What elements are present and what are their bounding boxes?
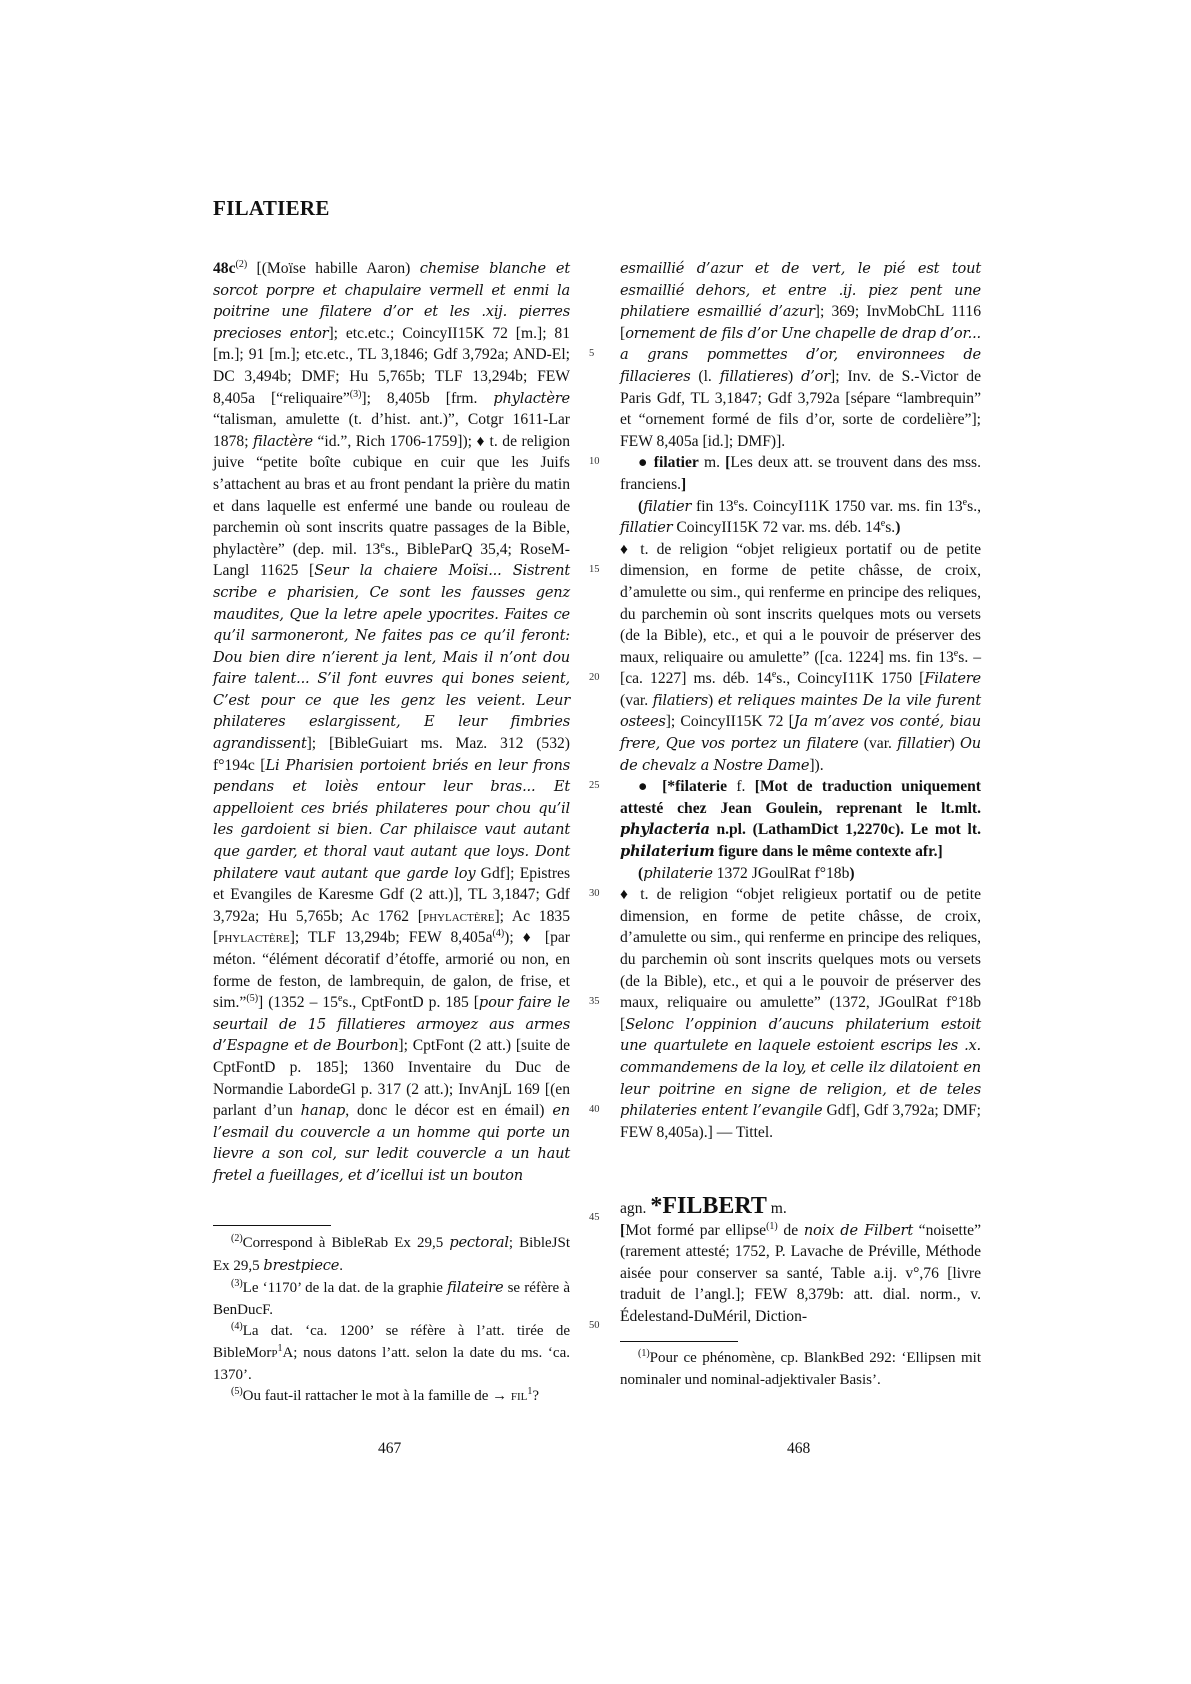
line-number: 15: [589, 564, 600, 575]
footnote: $^{(2)}$Correspond à BibleRab Ex 29,5 pectoral; BibleJSt Ex 29,5 brestpiece.: [213, 1233, 570, 1274]
footnote-ref: (5): [246, 993, 259, 1004]
footnote-ref: (1): [766, 1220, 778, 1232]
definition: ♦ t. de religion “objet religieux portatif ou de petite dimension, en forme de petite châsse, de croix, d’amulette ou sim., qui renferme en principe des reliques, du parchemin où sont inscrits quelques mots ou versets (de la Bible), etc., et qui a le pouvoir de préserver des maux, reliquaire ou amulette” ([ca. 1224] ms. fin 13es. – [ca. 1227] ms. déb. 14es., CoincyI11K 1750 [Filatere (var. filatiers) et reliques maintes De la vile furent ostees]; CoincyII15K 72 [Ja m’avez vos conté, biau frere, Que vos portez un filatere (var. fillatier) Ou de chevalz a Nostre Dame]).: [620, 540, 982, 774]
footnote-ref: (3): [349, 388, 362, 400]
footnote: $^{(1)}$Pour ce phénomène, cp. BlankBed 292: ‘Ellipsen mit nominaler und nominal-adjektivaler Basis’.: [620, 1348, 981, 1388]
line-number: 50: [589, 1320, 600, 1331]
citation: Li Pharisien portoient briés en leur frons pendans et loiès entour leur bras... Et appelloient ces briés philateres pour chou qu’il les gardoient si bien. Car philaisce vaut autant que garder, et thoral vaut autant que loys. Dont philatere vaut autant que garde loy: [213, 756, 570, 882]
citation: et reliques maintes De la vile furent ostees: [620, 691, 981, 731]
entry-heading: FILATIERE: [213, 196, 330, 220]
left-footnotes: [213, 1232, 570, 1408]
citation: Seur la chaiere Moïsi... Sistrent scribe e pharisien, Ce sont les fausses genz maudites, Que la letre apele ypocrites. Faites ce qu’il sarmoneront, Ne faites pas ce qu’il feront: Dou bien dire n’ierent ja lent, Mais il n’ont dou faire talent... S’il font euvres qui bones seient, C’est pour ce que les genz les veient. Leur philateres eslargissent, E leur fimbries agrandissent: [213, 562, 570, 753]
left-column: [213, 258, 570, 1187]
citation: Ja m’avez vos conté, biau frere, Que vos portez un filatere: [620, 713, 982, 753]
line-number: 10: [589, 456, 600, 467]
lemma: *FILBERT: [650, 1193, 767, 1219]
line-number: 5: [589, 348, 595, 359]
citation: ornement de fils d’or Une chapelle de drap d’or... a grans pommettes d’or, environnees de fillacieres: [620, 324, 981, 385]
footnote-ref: (2): [235, 258, 248, 270]
footnote: $^{(4)}$La dat. ‘ca. 1200’ se réfère à l’att. tirée de BibleMorp$^1$A; nous datons l’att. selon la date du ms. ‘ca. 1370’.: [213, 1321, 570, 1383]
entry-header: agn. *FILBERT m.: [620, 1193, 787, 1219]
citation: en l’esmail du couvercle a un homme qui porte un lievre a son col, sur ledit couvercle a un haut fretel a fueillages, et d’icellui ist un bouton: [213, 1102, 570, 1184]
form-line: (philaterie 1372 JGoulRat f°18b): [638, 864, 855, 882]
citation: Selonc l’oppinion d’aucuns philaterium estoit une quartulete en laquele estoient escrips les .x. commandemens de la loy, et celle ilz dilatoient en leur poitrine en signe de religion, et de teles philateries entent l’evangile: [620, 1015, 981, 1120]
etymology: [Mot formé par ellipse$^{(1)}$ de noix de Filbert “noisette” (rarement attesté; 1752, P. Lavache de Préville, Méthode aisée pour conserver sa santé, Table a.ij. v°,76 [livre traduit de l’angl.]; FEW 8,379b: att. dial. norm., v. Édelestand-DuMéril, Diction-: [620, 1220, 982, 1325]
lemma: *filaterie: [667, 778, 728, 796]
footnote-rule: [213, 1225, 331, 1226]
footnote: $^{(5)}$Ou faut-il rattacher le mot à la famille de → fil$^1$?: [231, 1386, 540, 1405]
line-number: 20: [589, 672, 600, 683]
entry-filbert: [620, 1193, 982, 1328]
line-number: 45: [589, 1212, 600, 1223]
right-paragraph: esmaillié d’azur et de vert, le pié est tout esmaillié dehors, et entre .ij. piez pent une philatiere esmaillié d’azur]; 369; InvMobChL 1116 [ornement de fils d’or Une chapelle de drap d’or... a grans pommettes d’or, environnees de fillacieres (l. fillatieres) d’or]; Inv. de S.-Victor de Paris Gdf, TL 3,1847; Gdf 3,792a [sépare “lambrequin” et “ornement formé de fils d’or, sorte de cordelière”]; FEW 8,405a [id.]; DMF)].: [620, 260, 981, 450]
lemma: filatier: [653, 454, 699, 472]
line-number: 30: [589, 888, 600, 899]
line-number: 25: [589, 780, 600, 791]
form-line: (filatier fin 13es. CoincyI11K 1750 var. ms. fin 13es., fillatier CoincyII15K 72 var. ms. déb. 14es.): [620, 496, 981, 537]
footnote: $^{(3)}$Le ‘1170’ de la dat. de la graphie filateire se réfère à BenDucF.: [213, 1278, 570, 1318]
footnote-ref: (4): [492, 928, 505, 940]
right-column: [620, 258, 981, 1143]
line-number: 35: [589, 996, 600, 1007]
footnote-rule: [620, 1341, 738, 1342]
citation: chemise blanche et sorcot porpre et chapulaire vermell et enmi la poitrine une filatere d’or et les .xij. pierres precioses entor: [213, 260, 570, 342]
bullet-icon: ●: [638, 778, 653, 796]
ref-number: 48c: [213, 260, 236, 277]
bullet-icon: ●: [638, 454, 649, 472]
definition: ♦ t. de religion “objet religieux portatif ou de petite dimension, en forme de petite châsse, de croix, d’amulette ou sim., qui renferme en principe des reliques, du parchemin où sont inscrits quelques mots ou versets (de la Bible), etc., et qui a le pouvoir de préserver des maux, reliquaire ou amulette” (1372, JGoulRat f°18b [Selonc l’oppinion d’aucuns philaterium estoit une quartulete en laquele estoient escrips les .x. commandemens de la loy, et celle ilz dilatoient en leur poitrine en signe de religion, et de teles philateries entent l’evangile Gdf], Gdf 3,792a; DMF; FEW 8,405a).] — Tittel.: [620, 886, 981, 1141]
citation: esmaillié d’azur et de vert, le pié est tout esmaillié dehors, et entre .ij. piez pent une philatiere esmaillié d’azur: [620, 260, 981, 321]
citation: Ou de chevalz a Nostre Dame: [620, 735, 981, 774]
sub-entry-filaterie: ● [*filaterie f. [Mot de traduction uniquement attesté chez Jean Goulein, reprenant le lt.mlt. phylacteria n.pl. (LathamDict 1,2270c). Le mot lt. philaterium figure dans le même contexte afr.]: [620, 778, 982, 861]
page-number-right: 468: [787, 1440, 811, 1457]
left-paragraph: $48c^{(2)}$ [(Moïse habille Aaron) chemise blanche et sorcot porpre et chapulaire vermell et enmi la poitrine une filatere d’or et les .xij. pierres precioses entor]; etc.etc.; CoincyII15K 72 [m.]; 81 [m.]; 91 [m.]; etc.etc., TL 3,1846; Gdf 3,792a; AND-El; DC 3,494b; DMF; Hu 5,765b; TLF 13,294b; FEW 8,405a [“reliquaire”$^{(3)}$]; 8,405b [frm. phylactère “talisman, amulette (t. d’hist. ant.)”, Cotgr 1611-Lar 1878; filactère “id.”, Rich 1706-1759]); ♦ t. de religion juive “petite boîte cubique en cuir que les Juifs s’attachent au bras et au front pendant la prière du matin et dans laquelle est enfermé une bande ou rouleau de parchemin où sont inscrits quatre passages de la Bible, phylactère” (dep. mil. 13es., BibleParQ 35,4; RoseM-Langl 11625 [Seur la chaiere Moïsi... Sistrent scribe e pharisien, Ce sont les fausses genz maudites, Que la letre apele ypocrites. Faites ce qu’il sarmoneront, Ne faites pas ce qu’il feront: Dou bien dire n’ierent ja lent, Mais il n’ont dou faire talent... S’il font euvres qui bones seient, C’est pour ce que les genz les veient. Leur philateres eslargissent, E leur fimbries agrandissent]; [BibleGuiart ms. Maz. 312 (532) f°194c [Li Pharisien portoient briés en leur frons pendans et loiès entour leur bras... Et appelloient ces briés philateres pour chou qu’il les gardoient si bien. Car philaisce vaut autant que garder, et thoral vaut autant que loys. Dont philatere vaut autant que garde loy Gdf]; Epistres et Evangiles de Karesme Gdf (2 att.)], TL 3,1847; Gdf 3,792a; Hu 5,765b; Ac 1762 [phylactère]; Ac 1835 [phylactère]; TLF 13,294b; FEW $8,405a^{(4)}$); ♦ [par méton. “élément décoratif d’étoffe, armorié ou non, en forme de feston, de lambrequin, de galon, de frise, et sim.”$^{(5)}$] (1352 – 15es., CptFontD p. 185 [pour faire le seurtail de 15 fillatieres armoyez aus armes d’Espagne et de Bourbon]; CptFont (2 att.) [suite de CptFontD p. 185]; 1360 Inventaire du Duc de Normandie LabordeGl p. 317 (2 att.); InvAnjL 169 [(en parlant d’un hanap, donc le décor est en émail) en l’esmail du couvercle a un homme qui porte un lievre a son col, sur ledit couvercle a un haut fretel a fueillages, et d’icellui ist un bouton: [213, 258, 571, 1184]
sub-entry-filatier: ● filatier m. [Les deux att. se trouvent dans des mss. franciens.]: [620, 454, 982, 493]
line-number: 40: [589, 1104, 600, 1115]
page-number-left: 467: [378, 1440, 402, 1457]
citation: pour faire le seurtail de 15 fillatieres armoyez aus armes d’Espagne et de Bourbon: [213, 994, 570, 1055]
right-footnotes: [620, 1348, 981, 1391]
